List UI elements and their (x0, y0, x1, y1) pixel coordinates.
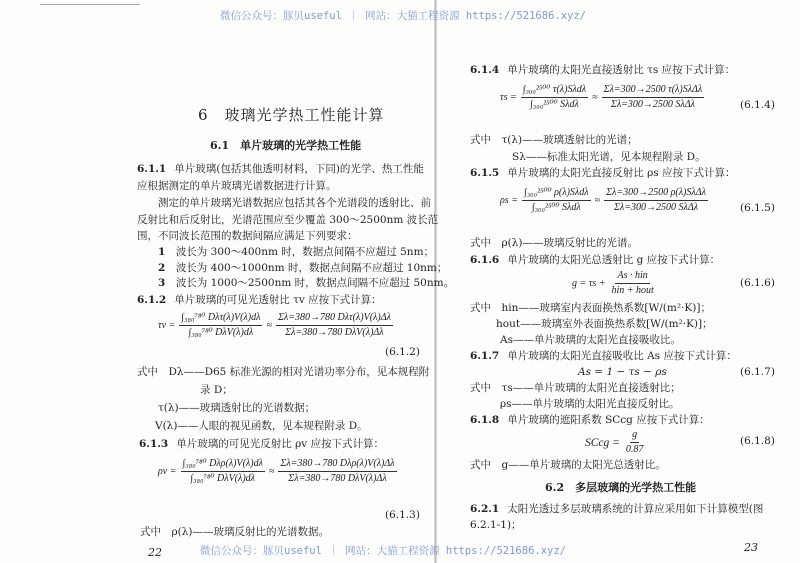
formula-lhs: ρv = (158, 465, 177, 477)
fraction (624, 429, 646, 456)
list-item (158, 277, 454, 290)
formula-6-1-3 (158, 458, 397, 485)
paragraph-line: 围，不同波长范围的数据间隔应满足下列要求： (137, 230, 358, 242)
formula-lhs: ρs = (500, 194, 518, 206)
integral-fraction (181, 458, 265, 485)
formula-6-1-7: As = 1 − τs − ρs (578, 366, 667, 378)
scan-artifact-line (40, 4, 140, 5)
clause-number: 6.1.7 (470, 350, 500, 362)
list-item (158, 262, 447, 275)
sum-fraction (602, 84, 705, 111)
clause-6-2-1 (470, 503, 763, 516)
sum-fraction (276, 312, 393, 339)
where-line: 式中 ρ(λ)——玻璃反射比的光谱。 (470, 237, 639, 249)
denominator: Σλ=380→780 DλV(λ)Δλ (288, 473, 387, 484)
clause-text: 单片玻璃的太阳光直接透射比 τs 应按下式计算： (507, 64, 736, 76)
formula-lhs: SCcg = (585, 436, 620, 449)
sum-fraction (278, 458, 396, 485)
where-line: 式中 hin——玻璃室内表面换热系数[W/(m²·K)]； (470, 302, 711, 314)
formula-6-1-2 (158, 312, 393, 339)
formula-6-1-4 (500, 84, 704, 111)
paragraph-line: 测定的单片玻璃光谱数据应包括其各个光谱段的透射比、前 (158, 197, 431, 209)
integral-fraction (521, 84, 588, 111)
where-line: hout——玻璃室外表面换热系数[W/(m²·K)]； (496, 318, 713, 330)
numerator: Σλ=300→2500 ρ(λ)SλΔλ (604, 187, 708, 201)
fraction (609, 270, 655, 297)
formula-6-1-5 (500, 187, 708, 214)
numerator: Σλ=300→2500 τ(λ)SλΔλ (602, 84, 705, 98)
where-line: τ(λ)——玻璃透射比的光谱数据； (158, 402, 316, 414)
list-text: 波长为 300～400nm 时，数据点间隔不应超过 5nm； (175, 246, 435, 258)
section-title-6-1: 6.1 单片玻璃的光学热工性能 (210, 139, 362, 152)
where-line: 式中 τ(λ)——玻璃透射比的光谱； (470, 134, 638, 146)
clause-number: 6.1.4 (470, 64, 500, 76)
where-line: ρs——单片玻璃的太阳光直接反射比。 (500, 398, 680, 410)
list-item (158, 246, 434, 259)
clause-text: 单片玻璃的可见光反射比 ρv 应按下式计算： (176, 438, 385, 450)
clause-6-1-1 (137, 163, 424, 176)
formula-lhs: τv = (158, 319, 176, 331)
clause-text: 单片玻璃的遮阳系数 SCcg 应按下式计算： (507, 414, 710, 426)
denominator: ∫₃₈₀⁷⁸⁰ DλV(λ)dλ (188, 327, 254, 338)
equation-tag: (6.1.5) (740, 202, 775, 214)
numerator: Σλ=380→780 Dλτ(λ)V(λ)Δλ (276, 312, 393, 326)
clause-6-1-5 (470, 167, 735, 180)
denominator: Σλ=300→2500 SλΔλ (610, 99, 695, 110)
numerator: ∫₃₈₀⁷⁸⁰ Dλτ(λ)V(λ)dλ (179, 312, 262, 326)
clause-text: 单片玻璃的太阳光直接反射比 ρs 应按下式计算： (507, 167, 736, 179)
clause-6-1-6 (470, 254, 720, 267)
clause-6-1-8 (470, 414, 710, 427)
clause-number: 6.1.2 (137, 294, 167, 306)
where-line: V(λ)——人眼的视见函数，见本规程附录 D。 (155, 420, 368, 432)
list-number: 1 (158, 246, 166, 258)
equation-tag: (6.1.2) (385, 346, 420, 358)
list-number: 2 (158, 262, 166, 274)
section-title-6-2: 6.2 多层玻璃的光学热工性能 (545, 481, 697, 494)
formula-lhs: g = τs + (572, 277, 606, 289)
denominator: ∫₃₀₀²⁵⁰⁰ Sλdλ (530, 99, 579, 110)
sum-fraction (604, 187, 708, 214)
approx-sign: ≈ (266, 319, 272, 331)
list-text: 波长为 400～1000nm 时，数据点间隔不应超过 10nm； (175, 262, 448, 274)
equation-tag: (6.1.8) (740, 435, 775, 447)
numerator: ∫₃₈₀⁷⁸⁰ Dλρ(λ)V(λ)dλ (181, 458, 265, 472)
clause-text: 太阳光透过多层玻璃系统的计算应采用如下计算模型(图 (507, 503, 764, 515)
formula-lhs: τs = (500, 91, 517, 103)
denominator: ∫₃₀₀²⁵⁰⁰ Sλdλ (531, 202, 581, 213)
clause-number: 6.1.1 (137, 163, 167, 175)
denominator: hin + hout (611, 285, 654, 296)
numerator: Σλ=380→780 Dλρ(λ)V(λ)Δλ (278, 458, 396, 472)
list-number: 3 (158, 277, 166, 289)
watermark-top: 微信公众号：豚贝useful ｜ 网站：大猫工程资源 https://521686.xyz/ (220, 10, 587, 22)
page-number: 23 (744, 541, 758, 554)
chapter-title: 6 玻璃光学热工性能计算 (198, 106, 385, 124)
numerator: As · hin (615, 270, 649, 284)
watermark-bottom: 微信公众号：豚贝useful ｜ 网站：大猫工程资源 https://521686.xyz/ (200, 545, 567, 557)
equation-tag: (6.1.3) (385, 509, 420, 521)
denominator: Σλ=380→780 DλV(λ)Δλ (285, 327, 384, 338)
clause-text-line: 6.2.1-1)； (470, 519, 522, 531)
where-line: 式中 τs——单片玻璃的太阳光直接透射比； (470, 382, 681, 394)
clause-number: 6.1.5 (470, 167, 500, 179)
equation-tag: (6.1.7) (740, 366, 775, 378)
clause-text: 单片玻璃(包括其他透明材料，下同)的光学、热工性能 (174, 163, 424, 175)
denominator: 0.87 (625, 444, 644, 455)
clause-6-1-3 (139, 438, 384, 451)
clause-text: 单片玻璃的太阳光直接吸收比 As 应按下式计算： (507, 350, 737, 362)
where-line: 式中 ρ(λ)——玻璃反射比的光谱数据。 (140, 526, 330, 538)
numerator: ∫₃₀₀²⁵⁰⁰ τ(λ)Sλdλ (521, 84, 588, 98)
page-number: 22 (148, 546, 162, 559)
clause-number: 6.1.6 (470, 254, 500, 266)
where-line: 式中 g——单片玻璃的太阳光总透射比。 (470, 459, 666, 471)
clause-6-1-4 (470, 64, 735, 77)
equation-tag: (6.1.6) (740, 277, 775, 289)
clause-number: 6.2.1 (470, 503, 500, 515)
clause-number: 6.1.3 (139, 438, 169, 450)
where-line: Sλ——标准太阳光谱，见本规程附录 D。 (512, 151, 706, 163)
paragraph-line: 反射比和后反射比，光谱范围应至少覆盖 300～2500nm 波长范 (137, 214, 439, 226)
clause-text: 单片玻璃的太阳光总透射比 g 应按下式计算： (507, 254, 721, 266)
where-line: 式中 Dλ——D65 标准光源的相对光谱功率分布，见本规程附 (137, 366, 430, 378)
clause-number: 6.1.8 (470, 414, 500, 426)
approx-sign: ≈ (268, 465, 275, 477)
formula-6-1-6 (572, 270, 656, 297)
denominator: Σλ=300→2500 SλΔλ (613, 202, 699, 213)
integral-fraction (179, 312, 262, 339)
denominator: ∫₃₈₀⁷⁸⁰ DλV(λ)dλ (190, 473, 256, 484)
clause-6-1-7 (470, 350, 737, 363)
equation-tag: (6.1.4) (740, 99, 775, 111)
integral-fraction (522, 187, 591, 214)
clause-6-1-2 (137, 294, 382, 307)
numerator: g (630, 429, 639, 443)
approx-sign: ≈ (592, 91, 598, 103)
where-line: As——单片玻璃的太阳光直接吸收比。 (500, 334, 681, 346)
clause-text: 单片玻璃的可见光透射比 τv 应按下式计算： (174, 294, 382, 306)
clause-text-line: 应根据测定的单片玻璃光谱数据进行计算。 (137, 180, 337, 192)
list-text: 波长为 1000～2500nm 时，数据点间隔不应超过 50nm。 (175, 277, 455, 289)
numerator: ∫₃₀₀²⁵⁰⁰ ρ(λ)Sλdλ (522, 187, 591, 201)
formula-6-1-8 (585, 429, 645, 456)
approx-sign: ≈ (594, 194, 601, 206)
where-line: 录 D； (200, 384, 233, 396)
